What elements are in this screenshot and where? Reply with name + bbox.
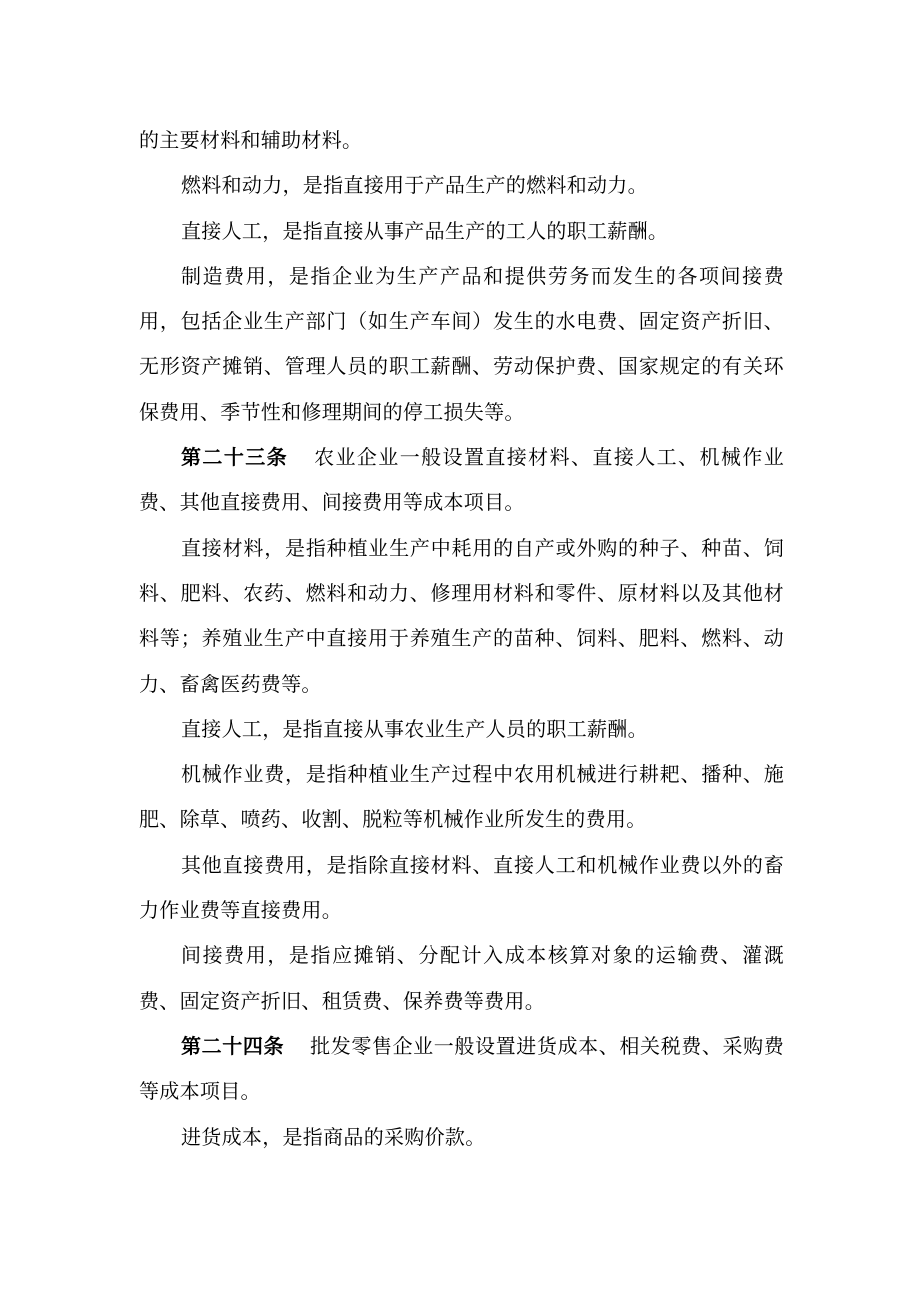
paragraph [139, 1115, 784, 1160]
paragraph-text: 直接人工，是指直接从事农业生产人员的职工薪酬。 [181, 716, 648, 741]
paragraph-text: 农业企业一般设置直接材料、直接人工、机械作业费、其他直接费用、间接费用等成本项目。 [139, 445, 784, 515]
paragraph-text: 制造费用，是指企业为生产产品和提供劳务而发生的各项间接费用，包括企业生产部门（如生产车间）发生的水电费、固定资产折旧、无形资产摊销、管理人员的职工薪酬、劳动保护费、国家规定的有关环保费用、季节性和修理期间的停工损失等。 [139, 263, 784, 424]
paragraph [139, 526, 784, 707]
paragraph [139, 118, 784, 163]
paragraph [139, 209, 784, 254]
paragraph-text: 的主要材料和辅助材料。 [139, 128, 363, 152]
article-paragraph [139, 1024, 784, 1115]
article-number: 第二十三条 [181, 445, 289, 470]
paragraph-text: 批发零售企业一般设置进货成本、相关税费、采购费等成本项目。 [139, 1033, 784, 1104]
paragraph [139, 933, 784, 1024]
paragraph-text: 直接材料，是指种植业生产中耗用的自产或外购的种子、种苗、饲料、肥料、农药、燃料和动力、修理用材料和零件、原材料以及其他材料等；养殖业生产中直接用于养殖生产的苗种、饲料、肥料、燃料、动力、畜禽医药费等。 [139, 535, 784, 696]
paragraph-text: 间接费用，是指应摊销、分配计入成本核算对象的运输费、灌溉费、固定资产折旧、租赁费、保养费等费用。 [139, 943, 784, 1013]
paragraph [139, 843, 784, 934]
paragraph-text: 机械作业费，是指种植业生产过程中农用机械进行耕耙、播种、施肥、除草、喷药、收割、脱粒等机械作业所发生的费用。 [139, 762, 784, 832]
paragraph-text: 直接人工，是指直接从事产品生产的工人的职工薪酬。 [181, 218, 669, 243]
paragraph-text: 燃料和动力，是指直接用于产品生产的燃料和动力。 [181, 173, 648, 198]
paragraph-text: 进货成本，是指商品的采购价款。 [181, 1124, 486, 1149]
document-body [139, 118, 784, 1160]
paragraph-text: 其他直接费用，是指除直接材料、直接人工和机械作业费以外的畜力作业费等直接费用。 [139, 852, 784, 923]
paragraph [139, 707, 784, 752]
paragraph [139, 752, 784, 843]
paragraph [139, 254, 784, 435]
article-number: 第二十四条 [181, 1033, 285, 1058]
article-paragraph [139, 435, 784, 526]
paragraph [139, 163, 784, 208]
